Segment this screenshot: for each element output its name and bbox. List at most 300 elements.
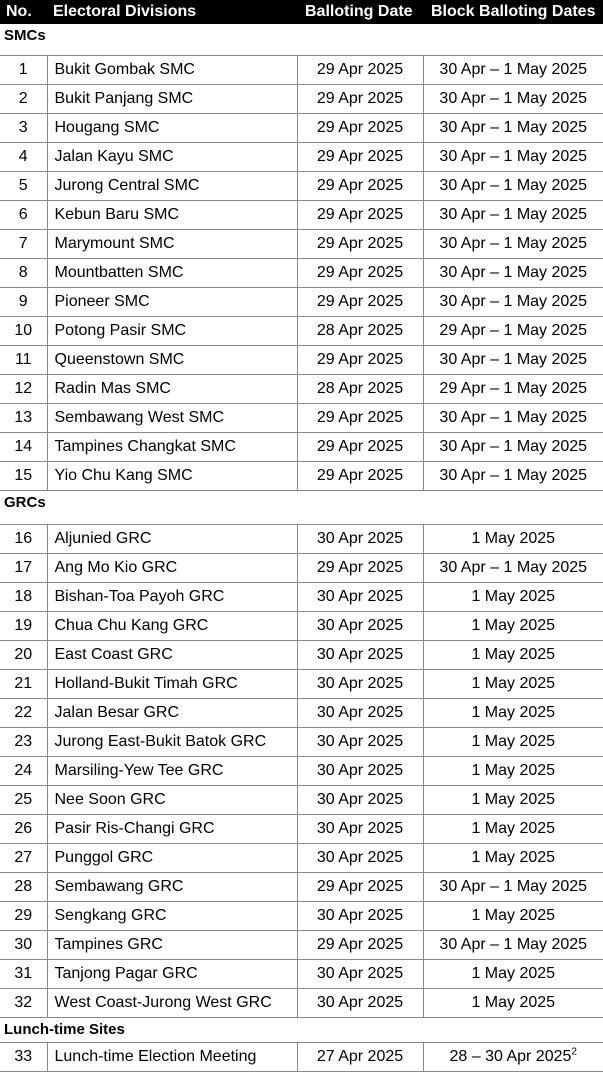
- balloting-date: [297, 901, 423, 930]
- electoral-division-text: Pasir Ris-Changi GRC: [54, 819, 215, 837]
- balloting-date-text: 29 Apr 2025: [316, 205, 404, 223]
- row-number: [0, 113, 47, 142]
- block-balloting-dates: [423, 843, 603, 872]
- balloting-date-text: 29 Apr 2025: [316, 118, 404, 136]
- balloting-date-text: 29 Apr 2025: [316, 292, 404, 310]
- row-number: [0, 669, 47, 698]
- block-balloting-dates-text: 28 – 30 Apr 2025: [449, 1047, 572, 1065]
- row-number: [0, 55, 47, 84]
- balloting-date-text: 30 Apr 2025: [316, 674, 404, 692]
- electoral-division-text: Bishan-Toa Payoh GRC: [54, 587, 225, 605]
- row-number: [0, 432, 47, 461]
- balloting-date: [297, 524, 423, 553]
- block-balloting-dates: [423, 55, 603, 84]
- block-balloting-dates: [423, 374, 603, 403]
- electoral-division: [47, 930, 297, 959]
- table-row: [0, 930, 603, 959]
- electoral-division: [47, 901, 297, 930]
- electoral-division-text: Jurong East-Bukit Batok GRC: [54, 732, 267, 750]
- balloting-date: [297, 403, 423, 432]
- balloting-date-text: 30 Apr 2025: [316, 993, 404, 1011]
- electoral-division-text: East Coast GRC: [54, 645, 173, 663]
- row-number: [0, 171, 47, 200]
- balloting-date-text: 30 Apr 2025: [316, 645, 404, 663]
- row-number-text: 27: [14, 848, 33, 866]
- block-balloting-dates-text: 30 Apr – 1 May 2025: [439, 877, 588, 895]
- row-number-text: 24: [14, 761, 33, 779]
- electoral-division: [47, 345, 297, 374]
- row-number-text: 28: [14, 877, 33, 895]
- table-row: [0, 374, 603, 403]
- balloting-date: [297, 113, 423, 142]
- block-balloting-dates: [423, 756, 603, 785]
- block-balloting-dates: [423, 640, 603, 669]
- table-row: [0, 756, 603, 785]
- electoral-division: [47, 814, 297, 843]
- balloting-date: [297, 316, 423, 345]
- block-balloting-dates-text: 30 Apr – 1 May 2025: [439, 408, 588, 426]
- block-balloting-dates: [423, 930, 603, 959]
- row-number-text: 13: [14, 408, 33, 426]
- block-balloting-dates-text: 29 Apr – 1 May 2025: [439, 321, 588, 339]
- row-number: [0, 374, 47, 403]
- electoral-division: [47, 432, 297, 461]
- block-balloting-dates-text: 30 Apr – 1 May 2025: [439, 147, 588, 165]
- footnote-marker: 2: [571, 1046, 577, 1058]
- balloting-date: [297, 171, 423, 200]
- block-balloting-dates-text: 1 May 2025: [471, 616, 556, 634]
- electoral-division-text: Jalan Besar GRC: [54, 703, 179, 721]
- table-body: [0, 24, 603, 1071]
- electoral-division: [47, 1042, 297, 1071]
- block-balloting-dates-text: 1 May 2025: [471, 993, 556, 1011]
- table-row: [0, 84, 603, 113]
- balloting-date: [297, 959, 423, 988]
- balloting-date: [297, 553, 423, 582]
- block-balloting-dates-text: 30 Apr – 1 May 2025: [439, 89, 588, 107]
- row-number-text: 4: [18, 147, 28, 165]
- block-balloting-dates: [423, 901, 603, 930]
- balloting-date: [297, 669, 423, 698]
- electoral-division: [47, 727, 297, 756]
- block-balloting-dates-text: 30 Apr – 1 May 2025: [439, 263, 588, 281]
- table-row: [0, 814, 603, 843]
- table-row: [0, 171, 603, 200]
- block-balloting-dates: [423, 113, 603, 142]
- header-row: [0, 0, 603, 24]
- block-balloting-dates: [423, 432, 603, 461]
- electoral-division: [47, 316, 297, 345]
- electoral-division-text: Holland-Bukit Timah GRC: [54, 674, 238, 692]
- electoral-division: [47, 374, 297, 403]
- block-balloting-dates: [423, 403, 603, 432]
- section-header-row: [0, 1017, 603, 1042]
- electoral-division-text: Kebun Baru SMC: [54, 205, 180, 223]
- balloting-date: [297, 200, 423, 229]
- block-balloting-dates: [423, 698, 603, 727]
- block-balloting-dates: [423, 727, 603, 756]
- row-number: [0, 814, 47, 843]
- row-number: [0, 698, 47, 727]
- balloting-date-text: 30 Apr 2025: [316, 529, 404, 547]
- block-balloting-dates-text: 30 Apr – 1 May 2025: [439, 437, 588, 455]
- balloting-date-text: 29 Apr 2025: [316, 263, 404, 281]
- balloting-date: [297, 843, 423, 872]
- row-number-text: 18: [14, 587, 33, 605]
- table-row: [0, 229, 603, 258]
- row-number-text: 12: [14, 379, 33, 397]
- electoral-division: [47, 843, 297, 872]
- balloting-date-text: 28 Apr 2025: [316, 321, 404, 339]
- row-number-text: 6: [18, 205, 28, 223]
- table-row: [0, 142, 603, 171]
- block-balloting-dates: [423, 872, 603, 901]
- table-row: [0, 785, 603, 814]
- electoral-division: [47, 669, 297, 698]
- table-row: [0, 843, 603, 872]
- table-row: [0, 403, 603, 432]
- row-number-text: 2: [18, 89, 28, 107]
- block-balloting-dates-text: 1 May 2025: [471, 848, 556, 866]
- balloting-date-text: 29 Apr 2025: [316, 60, 404, 78]
- row-number-text: 32: [14, 993, 33, 1011]
- row-number-text: 7: [18, 234, 28, 252]
- electoral-division-text: Jurong Central SMC: [54, 176, 200, 194]
- block-balloting-dates-text: 1 May 2025: [471, 645, 556, 663]
- balloting-date: [297, 229, 423, 258]
- block-balloting-dates-text: 30 Apr – 1 May 2025: [439, 176, 588, 194]
- block-balloting-dates: [423, 258, 603, 287]
- block-balloting-dates-text: 1 May 2025: [471, 529, 556, 547]
- block-balloting-dates-text: 30 Apr – 1 May 2025: [439, 350, 588, 368]
- block-balloting-dates: [423, 171, 603, 200]
- row-number-text: 22: [14, 703, 33, 721]
- electoral-division: [47, 524, 297, 553]
- row-number-text: 25: [14, 790, 33, 808]
- electoral-division: [47, 611, 297, 640]
- row-number-text: 31: [14, 964, 33, 982]
- electoral-division: [47, 55, 297, 84]
- balloting-date: [297, 698, 423, 727]
- block-balloting-dates: [423, 84, 603, 113]
- row-number: [0, 258, 47, 287]
- balloting-date: [297, 84, 423, 113]
- electoral-division-text: Sengkang GRC: [54, 906, 167, 924]
- row-number-text: 26: [14, 819, 33, 837]
- balloting-date-text: 29 Apr 2025: [316, 558, 404, 576]
- balloting-date: [297, 345, 423, 374]
- block-balloting-dates: [423, 785, 603, 814]
- balloting-date-text: 29 Apr 2025: [316, 408, 404, 426]
- electoral-division-text: Sembawang West SMC: [54, 408, 225, 426]
- block-balloting-dates-text: 30 Apr – 1 May 2025: [439, 292, 588, 310]
- electoral-division-text: Tanjong Pagar GRC: [54, 964, 198, 982]
- block-balloting-dates: [423, 582, 603, 611]
- header-division: Electoral Divisions: [47, 0, 297, 24]
- table-row: [0, 640, 603, 669]
- electoral-division-text: Potong Pasir SMC: [54, 321, 187, 339]
- block-balloting-dates: [423, 814, 603, 843]
- balloting-date-text: 29 Apr 2025: [316, 350, 404, 368]
- electoral-division: [47, 229, 297, 258]
- row-number: [0, 84, 47, 113]
- balloting-date-text: 27 Apr 2025: [316, 1047, 404, 1065]
- row-number-text: 17: [14, 558, 33, 576]
- electoral-division: [47, 698, 297, 727]
- block-balloting-dates: [423, 345, 603, 374]
- balloting-date: [297, 55, 423, 84]
- table-row: [0, 258, 603, 287]
- row-number-text: 21: [14, 674, 33, 692]
- balloting-date: [297, 374, 423, 403]
- row-number-text: 30: [14, 935, 33, 953]
- balloting-date-text: 29 Apr 2025: [316, 234, 404, 252]
- balloting-date-text: 29 Apr 2025: [316, 466, 404, 484]
- balloting-date: [297, 930, 423, 959]
- balloting-date-text: 29 Apr 2025: [316, 147, 404, 165]
- balloting-date: [297, 988, 423, 1017]
- balloting-date-text: 28 Apr 2025: [316, 379, 404, 397]
- electoral-division: [47, 461, 297, 490]
- balloting-date-text: 30 Apr 2025: [316, 906, 404, 924]
- balloting-date: [297, 432, 423, 461]
- electoral-division: [47, 287, 297, 316]
- balloting-date-text: 30 Apr 2025: [316, 964, 404, 982]
- balloting-date: [297, 258, 423, 287]
- block-balloting-dates: [423, 316, 603, 345]
- electoral-division: [47, 171, 297, 200]
- row-number: [0, 756, 47, 785]
- block-balloting-dates: [423, 229, 603, 258]
- balloting-date: [297, 582, 423, 611]
- block-balloting-dates-text: 1 May 2025: [471, 790, 556, 808]
- section-title: GRCs: [4, 493, 46, 511]
- block-balloting-dates-text: 30 Apr – 1 May 2025: [439, 60, 588, 78]
- block-balloting-dates: [423, 959, 603, 988]
- balloting-date-text: 29 Apr 2025: [316, 89, 404, 107]
- table-row: [0, 55, 603, 84]
- row-number-text: 29: [14, 906, 33, 924]
- electoral-division: [47, 640, 297, 669]
- row-number: [0, 142, 47, 171]
- balloting-date-text: 30 Apr 2025: [316, 587, 404, 605]
- header-no: No.: [0, 0, 47, 24]
- balloting-date-text: 29 Apr 2025: [316, 935, 404, 953]
- table-row: [0, 698, 603, 727]
- block-balloting-dates-text: 30 Apr – 1 May 2025: [439, 558, 588, 576]
- electoral-division-text: Nee Soon GRC: [54, 790, 166, 808]
- row-number: [0, 287, 47, 316]
- row-number: [0, 553, 47, 582]
- balloting-date: [297, 872, 423, 901]
- table-row: [0, 901, 603, 930]
- electoral-division-text: Pioneer SMC: [54, 292, 150, 310]
- block-balloting-dates-text: 1 May 2025: [471, 674, 556, 692]
- block-balloting-dates-text: 1 May 2025: [471, 587, 556, 605]
- row-number: [0, 1042, 47, 1071]
- table-row: [0, 345, 603, 374]
- block-balloting-dates: [423, 553, 603, 582]
- block-balloting-dates: [423, 1042, 603, 1071]
- block-balloting-dates-text: 30 Apr – 1 May 2025: [439, 466, 588, 484]
- electoral-division: [47, 959, 297, 988]
- block-balloting-dates-text: 29 Apr – 1 May 2025: [439, 379, 588, 397]
- row-number: [0, 345, 47, 374]
- balloting-date: [297, 727, 423, 756]
- electoral-division-text: Chua Chu Kang GRC: [54, 616, 209, 634]
- electoral-division: [47, 200, 297, 229]
- row-number-text: 5: [18, 176, 28, 194]
- block-balloting-dates-text: 1 May 2025: [471, 819, 556, 837]
- row-number-text: 16: [14, 529, 33, 547]
- row-number-text: 20: [14, 645, 33, 663]
- row-number-text: 3: [18, 118, 28, 136]
- row-number: [0, 640, 47, 669]
- electoral-division: [47, 988, 297, 1017]
- electoral-division: [47, 756, 297, 785]
- balloting-date: [297, 756, 423, 785]
- electoral-division-text: Marymount SMC: [54, 234, 175, 252]
- block-balloting-dates: [423, 524, 603, 553]
- row-number: [0, 988, 47, 1017]
- electoral-division-text: West Coast-Jurong West GRC: [54, 993, 272, 1011]
- balloting-date: [297, 814, 423, 843]
- electoral-division: [47, 84, 297, 113]
- electoral-division-text: Tampines GRC: [54, 935, 163, 953]
- block-balloting-dates: [423, 142, 603, 171]
- block-balloting-dates-text: 30 Apr – 1 May 2025: [439, 234, 588, 252]
- electoral-division-text: Tampines Changkat SMC: [54, 437, 236, 455]
- table-row: [0, 872, 603, 901]
- row-number: [0, 582, 47, 611]
- balloting-date-text: 30 Apr 2025: [316, 819, 404, 837]
- electoral-division: [47, 142, 297, 171]
- table-row: [0, 582, 603, 611]
- table-row: [0, 727, 603, 756]
- balloting-date-text: 30 Apr 2025: [316, 761, 404, 779]
- electoral-division-text: Bukit Gombak SMC: [54, 60, 195, 78]
- header-block-balloting-dates: Block Balloting Dates: [423, 0, 603, 24]
- balloting-date-text: 29 Apr 2025: [316, 176, 404, 194]
- electoral-division-text: Queenstown SMC: [54, 350, 185, 368]
- electoral-division-text: Ang Mo Kio GRC: [54, 558, 178, 576]
- row-number-text: 33: [14, 1047, 33, 1065]
- block-balloting-dates-text: 30 Apr – 1 May 2025: [439, 118, 588, 136]
- row-number: [0, 316, 47, 345]
- table-row: [0, 553, 603, 582]
- block-balloting-dates-text: 1 May 2025: [471, 703, 556, 721]
- balloting-date: [297, 461, 423, 490]
- table-row: [0, 461, 603, 490]
- electoral-division: [47, 582, 297, 611]
- table-row: [0, 669, 603, 698]
- electoral-division: [47, 258, 297, 287]
- block-balloting-dates-text: 30 Apr – 1 May 2025: [439, 205, 588, 223]
- table-row: [0, 524, 603, 553]
- row-number: [0, 959, 47, 988]
- balloting-date-text: 30 Apr 2025: [316, 616, 404, 634]
- balloting-date-text: 30 Apr 2025: [316, 732, 404, 750]
- electoral-division: [47, 872, 297, 901]
- row-number-text: 15: [14, 466, 33, 484]
- balloting-date: [297, 1042, 423, 1071]
- electoral-division-text: Mountbatten SMC: [54, 263, 184, 281]
- electoral-division-text: Marsiling-Yew Tee GRC: [54, 761, 224, 779]
- row-number-text: 14: [14, 437, 33, 455]
- block-balloting-dates: [423, 669, 603, 698]
- section-header-row: [0, 24, 603, 55]
- row-number: [0, 200, 47, 229]
- electoral-division: [47, 403, 297, 432]
- table-row: [0, 113, 603, 142]
- row-number: [0, 524, 47, 553]
- row-number-text: 23: [14, 732, 33, 750]
- table-row: [0, 1042, 603, 1071]
- table-row: [0, 432, 603, 461]
- header-balloting-date: Balloting Date: [297, 0, 423, 24]
- balloting-date-text: 30 Apr 2025: [316, 703, 404, 721]
- electoral-division: [47, 113, 297, 142]
- row-number: [0, 930, 47, 959]
- row-number-text: 11: [14, 350, 32, 368]
- block-balloting-dates-text: 1 May 2025: [471, 964, 556, 982]
- balloting-date: [297, 640, 423, 669]
- electoral-division-text: Jalan Kayu SMC: [54, 147, 174, 165]
- block-balloting-dates: [423, 461, 603, 490]
- balloting-date-text: 30 Apr 2025: [316, 848, 404, 866]
- row-number: [0, 727, 47, 756]
- table-row: [0, 959, 603, 988]
- table-row: [0, 287, 603, 316]
- block-balloting-dates: [423, 988, 603, 1017]
- table-row: [0, 611, 603, 640]
- block-balloting-dates: [423, 200, 603, 229]
- row-number: [0, 901, 47, 930]
- electoral-division-text: Yio Chu Kang SMC: [54, 466, 193, 484]
- block-balloting-dates-text: 1 May 2025: [471, 732, 556, 750]
- block-balloting-dates-text: 1 May 2025: [471, 761, 556, 779]
- electoral-division-text: Bukit Panjang SMC: [54, 89, 194, 107]
- block-balloting-dates-text: 1 May 2025: [471, 906, 556, 924]
- electoral-division-text: Lunch-time Election Meeting: [54, 1047, 257, 1065]
- balloting-date: [297, 142, 423, 171]
- row-number: [0, 611, 47, 640]
- balloting-date-text: 29 Apr 2025: [316, 877, 404, 895]
- electoral-division-text: Radin Mas SMC: [54, 379, 171, 397]
- table-row: [0, 316, 603, 345]
- row-number: [0, 785, 47, 814]
- row-number: [0, 403, 47, 432]
- balloting-date: [297, 287, 423, 316]
- electoral-division: [47, 553, 297, 582]
- electoral-division-text: Aljunied GRC: [54, 529, 152, 547]
- electoral-division-text: Sembawang GRC: [54, 877, 184, 895]
- row-number: [0, 872, 47, 901]
- block-balloting-dates-text: 30 Apr – 1 May 2025: [439, 935, 588, 953]
- row-number: [0, 229, 47, 258]
- electoral-division-text: Hougang SMC: [54, 118, 160, 136]
- block-balloting-dates: [423, 287, 603, 316]
- section-title: Lunch-time Sites: [4, 1020, 125, 1038]
- block-balloting-dates: [423, 611, 603, 640]
- balloting-date-text: 29 Apr 2025: [316, 437, 404, 455]
- electoral-division: [47, 785, 297, 814]
- table-row: [0, 200, 603, 229]
- table-row: [0, 988, 603, 1017]
- electoral-division-text: Punggol GRC: [54, 848, 154, 866]
- row-number: [0, 461, 47, 490]
- row-number-text: 10: [14, 321, 33, 339]
